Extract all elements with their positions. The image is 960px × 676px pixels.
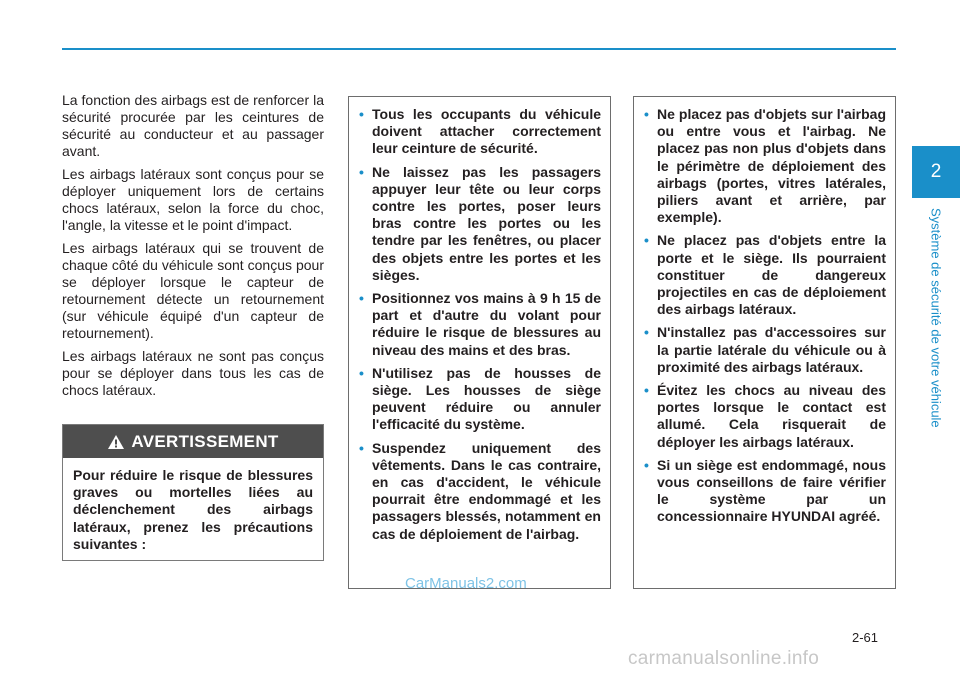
list-item-text: Ne laissez pas les passagers appuyer leur tête ou leur corps contre les portes, poser leurs bras contre les portes ou les tendre par les fenêtres, ou placer des objets entre les portes et les sièges.: [372, 163, 601, 283]
list-item: [359, 440, 601, 543]
list-item-text: Ne placez pas d'objets entre la porte et le siège. Ils pourraient constituer de dangereux projectiles en cas de déploiement des airbags latéraux.: [657, 232, 886, 318]
chapter-title-vertical: [921, 208, 951, 458]
watermark-top: CarManuals2.com: [405, 575, 527, 592]
list-item: [359, 365, 601, 434]
list-item-text: Si un siège est endommagé, nous vous conseillons de faire vérifier le système par un concessionnaire HYUNDAI agréé.: [657, 456, 886, 525]
list-item-text: Ne placez pas d'objets sur l'airbag ou entre vous et l'airbag. Ne placez pas non plus d'objets dans le périmètre de déploiement des airbags (portes, vitres latérales, piliers avant et arrière, par exemple).: [657, 106, 886, 226]
list-item-text: Suspendez uniquement des vêtements. Dans le cas contraire, en cas d'accident, le véhicule pourrait être endommagé et les passagers blessés, notamment en cas de déploiement de l'airbag.: [372, 439, 601, 542]
chapter-tab: [912, 146, 960, 198]
precautions-box-2: [633, 96, 896, 589]
precautions-list: [644, 106, 886, 526]
list-item: [644, 106, 886, 226]
page-number: 2-61: [852, 630, 879, 645]
list-item: [644, 324, 886, 376]
list-item-text: N'utilisez pas de housses de siège. Les housses de siège peuvent réduire ou annuler l'efficacité du système.: [372, 364, 601, 433]
bullet-dot-icon: •: [359, 290, 364, 307]
bullet-dot-icon: •: [359, 106, 364, 122]
precautions-box-1: [348, 96, 611, 589]
bullet-dot-icon: •: [359, 163, 364, 180]
chapter-number: 2: [930, 161, 942, 182]
list-item: [359, 164, 601, 284]
bullet-dot-icon: •: [644, 106, 649, 122]
list-item-text: Tous les occupants du véhicule doivent attacher correctement leur ceinture de sécurité.: [372, 106, 601, 157]
warning-triangle-icon: [107, 434, 125, 450]
header-rule: [62, 48, 896, 50]
bullet-dot-icon: •: [359, 439, 364, 456]
list-item: [644, 457, 886, 526]
list-item: [644, 382, 886, 451]
bullet-dot-icon: •: [644, 232, 649, 249]
list-item-text: Positionnez vos mains à 9 h 15 de part et d'autre du volant pour réduire le risque de blessures au niveau des mains et des bras.: [372, 290, 601, 358]
intro-paragraph: Les airbags latéraux ne sont pas conçus pour se déployer dans tous les cas de chocs latéraux.: [62, 348, 324, 398]
list-item: [359, 106, 601, 158]
bullet-dot-icon: •: [359, 364, 364, 381]
list-item: [644, 232, 886, 318]
watermark-bottom: carmanualsonline.info: [628, 648, 820, 669]
list-item-text: N'installez pas d'accessoires sur la partie latérale du véhicule ou à proximité des airbags latéraux.: [657, 324, 886, 375]
bullet-dot-icon: •: [644, 382, 649, 399]
intro-paragraph: La fonction des airbags est de renforcer la sécurité procurée par les ceintures de sécurité au conducteur et au passager avant.: [62, 92, 324, 159]
bullet-dot-icon: •: [644, 324, 649, 341]
precautions-list: [359, 106, 601, 543]
warning-box: [62, 424, 324, 561]
bullet-dot-icon: •: [644, 456, 649, 473]
list-item-text: Évitez les chocs au niveau des portes lorsque le contact est allumé. Cela risquerait de déployer les airbags latéraux.: [657, 382, 886, 450]
intro-paragraph: Les airbags latéraux sont conçus pour se déployer uniquement lors de certains chocs latéraux, selon la force du choc, l'angle, la vitesse et le point d'impact.: [62, 166, 324, 233]
list-item: [359, 290, 601, 359]
warning-header: [63, 425, 323, 458]
chapter-title: Système de sécurité de votre véhicule: [928, 208, 944, 428]
warning-text: Pour réduire le risque de blessures graves ou mortelles liées au déclenchement des airbags latéraux, prenez les précautions suivantes :: [73, 467, 313, 552]
intro-column: [62, 92, 324, 405]
warning-title: AVERTISSEMENT: [131, 431, 279, 451]
intro-paragraph: Les airbags latéraux qui se trouvent de chaque côté du véhicule sont conçus pour se déployer lorsque le capteur de retournement détecte un retournement (sur véhicule équipé d'un capteur de retournement).: [62, 240, 324, 341]
